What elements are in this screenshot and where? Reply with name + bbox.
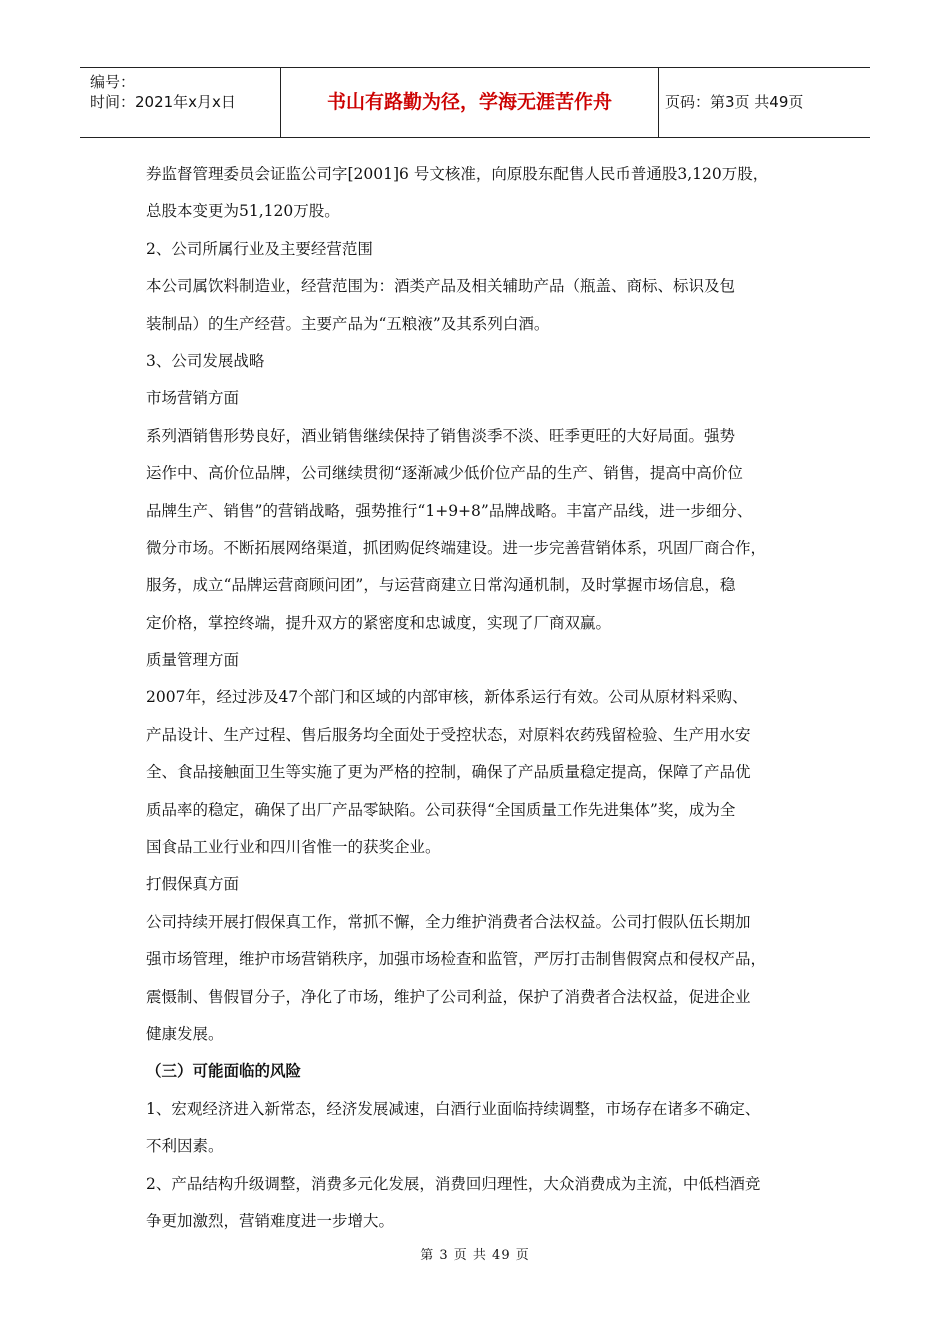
body-line: 微分市场。不断拓展网络渠道，抓团购促终端建设。进一步完善营销体系，巩固厂商合作， [146,538,767,557]
number-label: 编号： [90,73,136,91]
page-footer: 第 3 页 共 49 页 [420,1248,530,1263]
body-line: 产品设计、生产过程、售后服务均全面处于受控状态，对原料农药残留检验、生产用水安 [146,725,751,744]
body-line: 服务，成立“品牌运营商顾问团”，与运营商建立日常沟通机制，及时掌握市场信息，稳 [146,576,736,595]
body-line: 全、食品接触面卫生等实施了更为严格的控制，确保了产品质量稳定提高，保障了产品优 [146,763,751,782]
body-line: 争更加激烈，营销难度进一步增大。 [146,1211,395,1230]
body-line: 强市场管理，维护市场营销秩序，加强市场检查和监管，严厉打击制售假窝点和侵权产品， [146,950,767,969]
body-line: 系列酒销售形势良好，酒业销售继续保持了销售淡季不淡、旺季更旺的大好局面。强势 [146,426,736,445]
subsection-heading: 市场营销方面 [146,389,240,408]
header-meta-cell [80,68,281,137]
time-label: 时间：2021年x月x日 [90,93,236,111]
section-heading-bold: （三）可能面临的风险 [146,1062,302,1081]
body-line: 震慑制、售假冒分子，净化了市场，维护了公司利益，保护了消费者合法权益，促进企业 [146,987,751,1006]
body-line: 本公司属饮料制造业，经营范围为：酒类产品及相关辅助产品（瓶盖、商标、标识及包 [146,277,736,296]
body-line: 2、产品结构升级调整，消费多元化发展，消费回归理性，大众消费成为主流，中低档酒竞 [146,1174,761,1193]
section-heading: 3、公司发展战略 [146,351,265,370]
body-line: 运作中、高价位品牌，公司继续贯彻“逐渐减少低价位产品的生产、销售，提高中高价位 [146,464,743,483]
body-line: 国食品工业行业和四川省惟一的获奖企业。 [146,838,441,857]
header-page-info: 页码：第3页 共49页 [665,93,804,111]
body-line: 券监督管理委员会证监公司字[2001]6 号文核准，向原股东配售人民币普通股3,120万股， [146,165,769,183]
body-line: 品牌生产、销售”的营销战略，强势推行“1+9+8”品牌战略。丰富产品线，进一步细分、 [146,501,753,520]
body-line: 2007年，经过涉及47个部门和区域的内部审核，新体系运行有效。公司从原材料采购、 [146,688,748,707]
section-heading: 2、公司所属行业及主要经营范围 [146,239,373,258]
body-line: 1、宏观经济进入新常态，经济发展减速，白酒行业面临持续调整，市场存在诸多不确定、 [146,1099,761,1118]
document-body [146,156,806,1240]
body-line: 不利因素。 [146,1137,224,1156]
body-line: 定价格，掌控终端，提升双方的紧密度和忠诚度，实现了厂商双赢。 [146,613,612,632]
subsection-heading: 打假保真方面 [146,875,240,894]
page-header [80,67,870,138]
body-line: 质品率的稳定，确保了出厂产品零缺陷。公司获得“全国质量工作先进集体”奖，成为全 [146,800,736,819]
body-line: 健康发展。 [146,1024,224,1043]
body-line: 总股本变更为51,120万股。 [146,202,340,221]
body-line: 装制品）的生产经营。主要产品为“五粮液”及其系列白酒。 [146,314,550,333]
header-motto: 书山有路勤为径，学海无涯苦作舟 [281,68,659,137]
body-line: 公司持续开展打假保真工作，常抓不懈，全力维护消费者合法权益。公司打假队伍长期加 [146,912,751,931]
subsection-heading: 质量管理方面 [146,651,240,670]
